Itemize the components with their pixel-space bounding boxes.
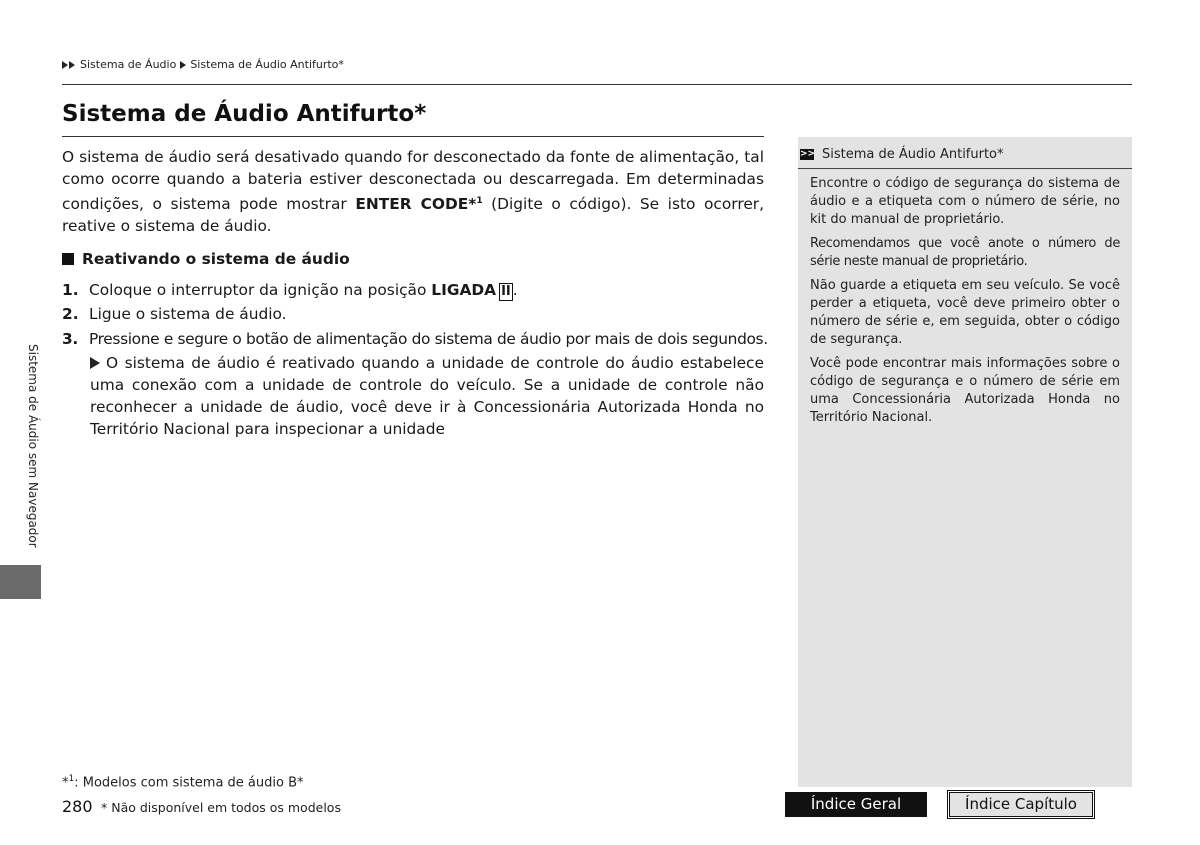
footnote-sup: 1: [68, 774, 75, 784]
footnote-text: : Modelos com sistema de áudio B*: [74, 775, 304, 791]
double-arrow-icon: [62, 61, 68, 69]
double-arrow-icon-2: [69, 61, 75, 69]
sidebar-paragraph: Encontre o código de segurança do sistema de áudio e a etiqueta com o número de série, no kit do manual de proprietário.: [810, 176, 1120, 227]
chapter-side-tab-label: Sistema de Áudio sem Navegador: [26, 344, 40, 548]
general-index-button[interactable]: Índice Geral: [785, 792, 927, 817]
step-result: [90, 352, 764, 440]
step-number: 3.: [62, 330, 78, 348]
breadcrumb: [62, 58, 344, 71]
ignition-position-icon: II: [501, 284, 511, 299]
ignition-position-label: LIGADA: [431, 281, 497, 299]
sidebar-paragraph: Não guarde a etiqueta em seu veículo. Se você perder a etiqueta, você deve primeiro obter o número de série e, em seguida, obter o código de segurança.: [810, 278, 1120, 347]
intro-paragraph: [62, 146, 764, 237]
breadcrumb-level-2: Sistema de Áudio Antifurto*: [190, 58, 344, 71]
header-divider: [62, 84, 1132, 85]
breadcrumb-level-1[interactable]: Sistema de Áudio: [80, 58, 177, 71]
step-2: [62, 303, 764, 325]
square-bullet-icon: [62, 253, 74, 265]
step-text: Coloque o interruptor da ignição na posição: [89, 281, 432, 299]
intro-text-before: O sistema de áudio será desativado quando for desconectado da fonte de alimentação, tal como ocorre quando a bateria estiver desconectada ou descarregada. Em determinadas condições, o sistema pode mostrar: [62, 148, 764, 214]
step-number: 2.: [62, 305, 79, 323]
step-text: Ligue o sistema de áudio.: [89, 305, 287, 323]
section-heading-text: Reativando o sistema de áudio: [82, 250, 350, 268]
sidebar-heading: [798, 147, 1132, 162]
step-number: 1.: [62, 281, 79, 299]
sidebar-heading-text: Sistema de Áudio Antifurto*: [822, 147, 1004, 162]
title-divider: [62, 136, 764, 137]
step-text: Pressione e segure o botão de alimentação do sistema de áudio por mais de dois segundos.: [89, 330, 768, 348]
chapter-tab-marker[interactable]: [0, 565, 41, 599]
chapter-index-button[interactable]: Índice Capítulo: [949, 792, 1093, 817]
footnote-mark: *: [62, 775, 69, 791]
footnote: [62, 774, 304, 790]
sidebar-paragraph: Recomendamos que você anote o número de série neste manual de proprietário.: [810, 236, 1120, 269]
footnote-ref: 1: [476, 196, 483, 206]
page-number: 280: [62, 797, 93, 816]
page-title: Sistema de Áudio Antifurto*: [62, 101, 427, 127]
chapter-side-tab: [14, 344, 46, 554]
result-text: O sistema de áudio é reativado quando a unidade de controle do áudio estabelece uma conexão com a unidade de controle do veículo. Se a unidade de controle não reconhecer a unidade de áudio, você deve ir à Concessionária Autorizada Honda no Território Nacional para inspecionar a unidade: [90, 354, 764, 438]
step-tail: .: [512, 281, 518, 299]
availability-note: * Não disponível em todos os modelos: [101, 800, 341, 815]
intro-text-after: (Digite o código). Se isto ocorrer, reative o sistema de áudio.: [62, 195, 765, 236]
sidebar-divider: [798, 168, 1132, 169]
sidebar-paragraph: Você pode encontrar mais informações sobre o código de segurança e o número de série em uma Concessionária Autorizada Honda no Território Nacional.: [810, 356, 1120, 425]
enter-code-label: ENTER CODE*: [355, 195, 477, 214]
arrow-right-icon: [180, 61, 186, 69]
section-heading: [62, 250, 350, 268]
step-1: [62, 279, 764, 301]
result-arrow-icon: [90, 357, 100, 369]
double-chevron-icon: >>: [800, 149, 816, 159]
step-3: [62, 328, 768, 350]
